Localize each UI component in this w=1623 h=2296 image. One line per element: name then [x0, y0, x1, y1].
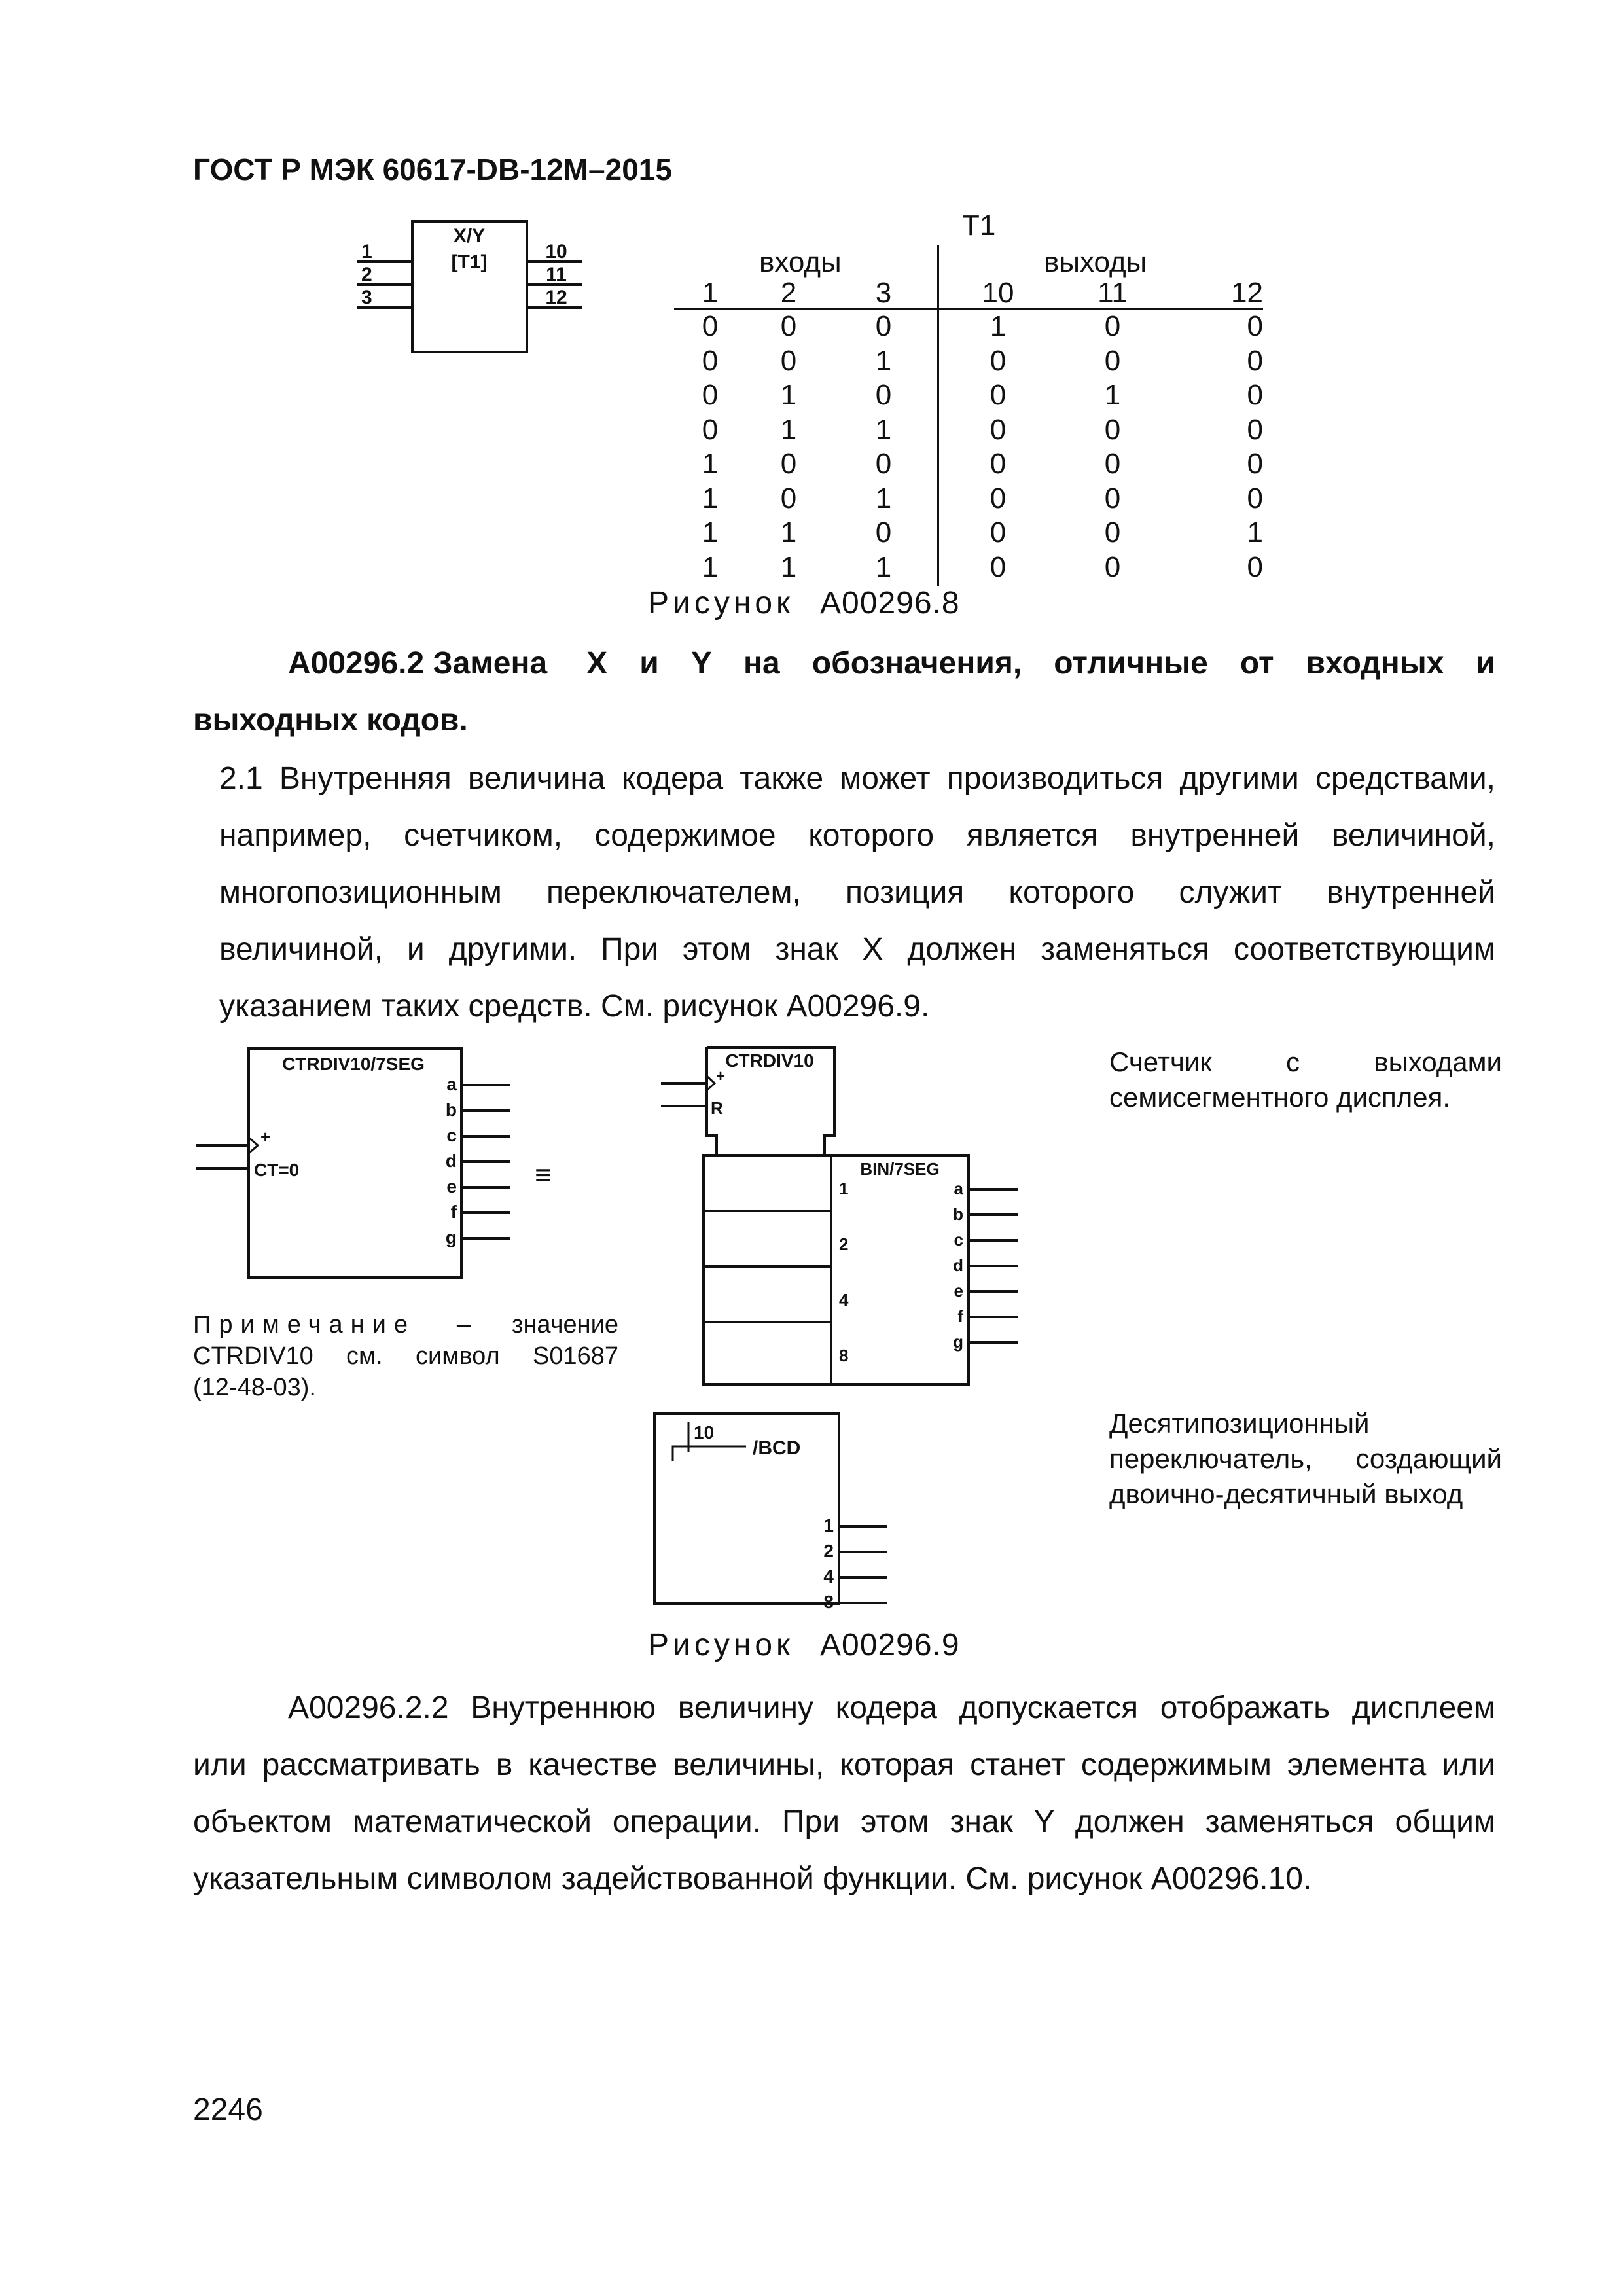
- ctrdiv10-7seg-symbol: [190, 1041, 596, 1289]
- ctrdiv-7seg-ct: CT=0: [254, 1160, 300, 1180]
- truth-table-cell: 1: [702, 550, 719, 583]
- figure-caption-9-word: Рисунок: [648, 1628, 794, 1662]
- truth-table-cell: 0: [990, 379, 1007, 412]
- switch-bcd-label: /BCD: [753, 1437, 801, 1459]
- switch-output-label: 4: [823, 1566, 834, 1587]
- col-header-in-3: 3: [875, 277, 892, 309]
- truth-table-row: [674, 447, 1263, 482]
- truth-table-cell: 1: [875, 482, 892, 514]
- ctrdiv-7seg-output-label: g: [445, 1227, 457, 1247]
- truth-table-outputs-label: выходы: [1044, 246, 1147, 278]
- truth-table-cell: 0: [702, 344, 719, 377]
- truth-table-row: [674, 378, 1263, 413]
- xy-input-2: 2: [361, 264, 372, 285]
- bin7seg-output-label: g: [953, 1332, 963, 1352]
- bin7seg-title: BIN/7SEG: [860, 1159, 940, 1179]
- truth-table-cell: 1: [780, 413, 797, 446]
- switch-description: [1109, 1406, 1502, 1512]
- truth-table-cell: 0: [990, 550, 1007, 583]
- para-2-2-line-4: указательным символом задействованной функции. См. рисунок A00296.10.: [193, 1861, 1312, 1896]
- truth-table-cell: 0: [1104, 550, 1121, 583]
- bin7seg-weight-4: 4: [839, 1290, 849, 1310]
- col-header-in-1: 1: [702, 277, 719, 309]
- truth-table-grid: [674, 277, 1263, 584]
- para-2-1-line-4: величиной, и другими. При этом знак X должен заменяться соответствующим: [219, 932, 1495, 967]
- para-2-2-line-3: объектом математической операции. При этом знак Y должен заменяться общим: [193, 1804, 1495, 1839]
- truth-table-cell: 1: [702, 516, 719, 549]
- xy-input-1: 1: [361, 241, 372, 262]
- ctrdiv-7seg-output-label: d: [445, 1151, 457, 1171]
- ctrdiv-7seg-title: CTRDIV10/7SEG: [282, 1054, 425, 1074]
- ten-position-switch-symbol: [648, 1407, 910, 1610]
- note-text-2: CTRDIV10 см. символ S01687: [193, 1342, 618, 1370]
- figure-caption-8-id: A00296.8: [820, 586, 960, 620]
- ctrdiv-7seg-output-label: b: [445, 1100, 457, 1120]
- xy-output-10: 10: [545, 241, 567, 262]
- ctrdiv10-title: CTRDIV10: [725, 1050, 814, 1071]
- truth-table-cell: 0: [780, 310, 797, 343]
- para-2-1-line-1: 2.1 Внутренняя величина кодера также может производиться другими средствами,: [219, 761, 1495, 796]
- para-2-2-line-1: A00296.2.2 Внутреннюю величину кодера допускается отображать дисплеем: [288, 1691, 1495, 1725]
- truth-table-cell: 0: [1104, 413, 1121, 446]
- truth-table-name: T1: [962, 209, 996, 242]
- truth-table-cell: 0: [702, 379, 719, 412]
- truth-table-cell: 1: [702, 448, 719, 480]
- ctrdiv10-reset: R: [711, 1098, 723, 1118]
- figure-caption-9: [648, 1627, 960, 1663]
- truth-table-cell: 0: [875, 379, 892, 412]
- truth-table-row: [674, 310, 1263, 344]
- document-header: ГОСТ Р МЭК 60617-DB-12M–2015: [193, 152, 672, 187]
- truth-table-cell: 0: [1247, 448, 1263, 480]
- switch-output-label: 2: [823, 1541, 834, 1561]
- truth-table-cell: 1: [990, 310, 1007, 343]
- xy-symbol-qualifier: [T1]: [451, 251, 488, 273]
- col-header-out-10: 10: [982, 277, 1014, 309]
- truth-table-cell: 0: [990, 482, 1007, 514]
- bin7seg-output-label: d: [953, 1255, 963, 1275]
- truth-table-row: [674, 413, 1263, 448]
- truth-table-row: [674, 550, 1263, 585]
- para-2-1-line-5: указанием таких средств. См. рисунок A00296.9.: [219, 989, 930, 1024]
- figure-caption-9-id: A00296.9: [820, 1628, 960, 1662]
- note-word: Примечание: [193, 1311, 416, 1338]
- switch-output-label: 8: [823, 1592, 834, 1610]
- equivalence-sign: ≡: [535, 1159, 552, 1191]
- truth-table-cell: 0: [990, 344, 1007, 377]
- truth-table-cell: 0: [1247, 310, 1263, 343]
- truth-table-cell: 0: [780, 344, 797, 377]
- truth-table-cell: 1: [780, 516, 797, 549]
- xy-symbol-title: X/Y: [453, 225, 486, 247]
- truth-table-row: [674, 516, 1263, 550]
- truth-table-cell: 1: [875, 413, 892, 446]
- bin7seg-output-label: f: [957, 1306, 963, 1326]
- truth-table-cell: 0: [875, 516, 892, 549]
- truth-table-cell: 1: [1247, 516, 1263, 549]
- truth-table-cell: 0: [1247, 413, 1263, 446]
- truth-table-cell: 0: [875, 448, 892, 480]
- switch-output-label: 1: [823, 1515, 834, 1535]
- para-2-1-line-3: многопозиционным переключателем, позиция которого служит внутренней: [219, 875, 1495, 910]
- truth-table-cell: 0: [990, 448, 1007, 480]
- col-header-out-11: 11: [1097, 277, 1128, 309]
- truth-table-cell: 0: [1247, 379, 1263, 412]
- counter-description: [1109, 1045, 1502, 1115]
- bin7seg-output-label: c: [954, 1230, 963, 1249]
- truth-table-cell: 1: [780, 379, 797, 412]
- truth-table-cell: 0: [875, 310, 892, 343]
- page-number: 2246: [193, 2092, 263, 2127]
- truth-table-inputs-label: входы: [759, 246, 842, 278]
- section-heading: [193, 635, 1495, 749]
- bin7seg-output-label: b: [953, 1204, 963, 1224]
- truth-table-cell: 0: [1104, 344, 1121, 377]
- ctrdiv-7seg-output-label: a: [446, 1074, 457, 1094]
- switch-description-line-2: переключатель, создающий: [1109, 1443, 1502, 1474]
- truth-table-cell: 0: [702, 413, 719, 446]
- ctrdiv-7seg-plus: +: [260, 1127, 271, 1147]
- truth-table-cell: 0: [1104, 482, 1121, 514]
- switch-positions-label: 10: [694, 1422, 715, 1443]
- bin7seg-output-label: a: [954, 1179, 963, 1198]
- bin7seg-weight-8: 8: [839, 1346, 849, 1365]
- xy-output-11: 11: [546, 264, 567, 285]
- paragraph-2-1: [219, 750, 1495, 1035]
- section-heading-part-b: X и Y на обозначения, отличные от входных и: [586, 646, 1495, 681]
- truth-table-cell: 0: [702, 310, 719, 343]
- ctrdiv10-bin7seg-symbol: [648, 1041, 1054, 1394]
- para-2-2-line-2: или рассматривать в качестве величины, которая станет содержимым элемента или: [193, 1748, 1495, 1782]
- figure-caption-8: [648, 585, 960, 621]
- truth-table-cell: 1: [780, 550, 797, 583]
- truth-table-cell: 0: [1104, 310, 1121, 343]
- truth-table-row: [674, 482, 1263, 516]
- figure-caption-8-word: Рисунок: [648, 586, 794, 620]
- para-2-1-line-2: например, счетчиком, содержимое которого является внутренней величиной,: [219, 818, 1495, 853]
- col-header-out-12: 12: [1231, 277, 1263, 309]
- bin7seg-weight-1: 1: [839, 1179, 849, 1198]
- paragraph-2-2: [193, 1679, 1495, 1907]
- truth-table-cell: 0: [780, 482, 797, 514]
- truth-table-cell: 1: [1104, 379, 1121, 412]
- note-text-3: (12-48-03).: [193, 1374, 316, 1401]
- bin7seg-output-label: e: [954, 1281, 963, 1300]
- ctrdiv-7seg-output-label: c: [446, 1125, 457, 1145]
- xy-output-12: 12: [545, 287, 567, 308]
- ctrdiv-7seg-output-label: f: [450, 1202, 457, 1222]
- note-text-1: – значение: [415, 1311, 618, 1338]
- ctrdiv-7seg-output-label: e: [446, 1176, 457, 1196]
- truth-table-cell: 1: [702, 482, 719, 514]
- truth-table-cell: 1: [875, 344, 892, 377]
- truth-table-cell: 0: [1247, 344, 1263, 377]
- xy-coder-symbol: [347, 216, 596, 360]
- truth-table-cell: 0: [990, 516, 1007, 549]
- truth-table-row: [674, 344, 1263, 379]
- col-header-in-2: 2: [780, 277, 797, 309]
- switch-description-line-1: Десятипозиционный: [1109, 1408, 1370, 1439]
- section-heading-line2: выходных кодов.: [193, 703, 468, 738]
- figure-note: [193, 1309, 618, 1403]
- counter-description-line-2: семисегментного дисплея.: [1109, 1082, 1451, 1113]
- truth-table-cell: 0: [1104, 516, 1121, 549]
- truth-table-cell: 0: [1104, 448, 1121, 480]
- switch-description-line-3: двоично-десятичный выход: [1109, 1479, 1463, 1509]
- bin7seg-weight-2: 2: [839, 1234, 849, 1254]
- truth-table-cell: 0: [1247, 550, 1263, 583]
- xy-input-3: 3: [361, 287, 372, 308]
- truth-table-cell: 0: [990, 413, 1007, 446]
- truth-table-cell: 0: [1247, 482, 1263, 514]
- truth-table-cell: 0: [780, 448, 797, 480]
- counter-description-line-1: Счетчик с выходами: [1109, 1047, 1502, 1077]
- ctrdiv10-plus: +: [716, 1067, 726, 1085]
- section-heading-part-a: A00296.2 Замена: [288, 646, 548, 681]
- truth-table-cell: 1: [875, 550, 892, 583]
